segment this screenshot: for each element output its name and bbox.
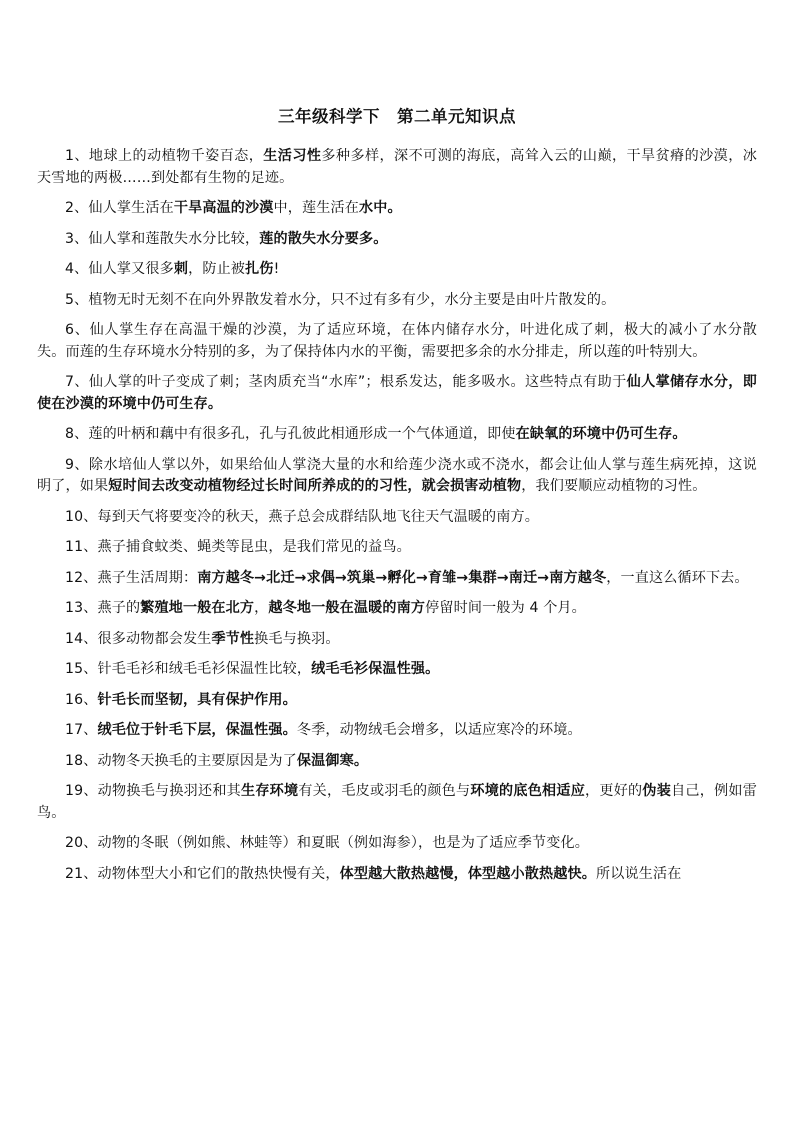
emphasis-text: 刺: [173, 261, 189, 277]
body-text: 冬季，动物绒毛会增多，以适应寒冷的环境。: [296, 722, 582, 738]
body-text: 3、仙人掌和莲散失水分比较，: [65, 230, 260, 247]
knowledge-point-6: [37, 320, 757, 363]
body-text: 12、燕子生活周期：: [65, 569, 198, 586]
body-text: 4、仙人掌又很多: [65, 261, 174, 277]
body-text: 8、莲的叶柄和藕中有很多孔，孔与孔彼此相通形成一个气体通道，即使: [65, 426, 516, 442]
knowledge-point-21: [37, 864, 757, 886]
emphasis-text: 针毛长而坚韧，具有保护作用。: [97, 691, 297, 708]
emphasis-text: 莲的散失水分要多。: [259, 230, 388, 247]
emphasis-text: 繁殖地一般在北方: [140, 600, 255, 616]
body-text: 11、燕子捕食蚊类、蝇类等昆虫，是我们常见的益鸟。: [65, 539, 411, 555]
knowledge-point-4: [37, 259, 757, 281]
knowledge-point-1: [37, 146, 757, 189]
body-text: 多种多样，深不可测的海底，高耸入云的山巅，干旱贫瘠的沙漠，冰天雪地的两极……到处都有生物的足迹。: [37, 148, 757, 186]
body-text: 停留时间一般为 4 个月。: [425, 600, 586, 616]
body-text: 13、燕子的: [65, 600, 141, 616]
body-text: ，防止被: [188, 261, 246, 277]
emphasis-text: 短时间去改变动植物经过长时间所养成的的习性，就会损害动植物: [108, 478, 522, 494]
knowledge-point-12: [37, 568, 757, 590]
emphasis-text: 生活习性: [263, 148, 322, 164]
emphasis-text: 越冬地一般在温暖的南方: [268, 600, 426, 616]
body-text: !: [273, 261, 280, 277]
body-text: 换毛与换羽。: [254, 630, 340, 647]
body-text: 21、动物体型大小和它们的散热快慢有关，: [65, 865, 340, 882]
emphasis-text: 伪装: [642, 783, 672, 799]
body-text: ，一直这么循环下去。: [606, 569, 749, 586]
emphasis-text: 干旱高温的沙漠: [173, 200, 274, 216]
knowledge-point-19: [37, 781, 757, 824]
emphasis-text: 季节性: [211, 630, 255, 647]
body-text: ，更好的: [585, 783, 643, 799]
emphasis-text: 绒毛毛衫保温性强。: [311, 661, 440, 677]
emphasis-text: 扎伤: [245, 261, 274, 277]
knowledge-point-14: [37, 629, 757, 651]
emphasis-text: 在缺氧的环境中仍可生存。: [515, 426, 687, 442]
knowledge-point-15: [37, 659, 757, 681]
body-text: 7、仙人掌的叶子变成了刺；茎肉质充当“水库”；根系发达，能多吸水。这些特点有助于: [65, 374, 627, 390]
body-text: 20、动物的冬眠（例如熊、林蛙等）和夏眠（例如海参），也是为了适应季节变化。: [65, 835, 589, 851]
emphasis-text: 保温御寒。: [296, 752, 369, 769]
emphasis-text: 环境的底色相适应: [470, 783, 586, 799]
body-text: 有关，毛皮或羽毛的颜色与: [298, 783, 471, 799]
body-text: 16、: [65, 691, 98, 708]
knowledge-point-16: [37, 690, 757, 712]
emphasis-text: 南方越冬→北迁→求偶→筑巢→孵化→育雏→集群→南迁→南方越冬: [197, 569, 607, 586]
emphasis-text: 绒毛位于针毛下层，保温性强。: [97, 722, 297, 738]
knowledge-point-18: [37, 751, 757, 773]
knowledge-point-3: [37, 229, 757, 251]
knowledge-point-5: [37, 290, 757, 312]
body-text: ，我们要顺应动植物的习性。: [521, 478, 707, 494]
document-title: 三年级科学下 第二单元知识点: [278, 107, 516, 126]
emphasis-text: 水中。: [359, 200, 402, 216]
body-text: 自己，例如雷鸟。: [37, 783, 757, 821]
body-text: 2、仙人掌生活在: [65, 200, 174, 216]
body-text: 9、除水培仙人掌以外，如果给仙人掌浇大量的水和给莲少浇水或不浇水，都会让仙人掌与莲生病死掉，这说明了，如果: [37, 456, 757, 494]
body-text: 18、动物冬天换毛的主要原因是为了: [65, 752, 297, 769]
body-text: 10、每到天气将要变冷的秋天，燕子总会成群结队地飞往天气温暖的南方。: [65, 508, 540, 525]
body-text: ，: [254, 600, 269, 616]
knowledge-point-13: [37, 598, 757, 620]
body-text: 5、植物无时无刻不在向外界散发着水分，只不过有多有少，水分主要是由叶片散发的。: [65, 291, 616, 308]
document-body: [37, 146, 757, 894]
knowledge-point-17: [37, 720, 757, 742]
body-text: 17、: [65, 722, 98, 738]
knowledge-point-11: [37, 537, 757, 559]
emphasis-text: 生存环境: [241, 783, 299, 799]
knowledge-point-7: [37, 372, 757, 415]
emphasis-text: 体型越大散热越慢，体型越小散热越快。: [339, 865, 597, 882]
body-text: 中，莲生活在: [273, 200, 360, 216]
body-text: 1、地球上的动植物千姿百态，: [65, 148, 264, 164]
knowledge-point-10: [37, 507, 757, 529]
knowledge-point-20: [37, 833, 757, 855]
emphasis-text: 仙人掌储存水分，即使在沙漠的环境中仍可生存。: [37, 374, 757, 412]
body-text: 所以说生活在: [596, 865, 682, 882]
body-text: 19、动物换毛与换羽还和其: [65, 783, 241, 799]
body-text: 15、针毛毛衫和绒毛毛衫保温性比较，: [65, 661, 312, 677]
knowledge-point-2: [37, 198, 757, 220]
knowledge-point-8: [37, 424, 757, 446]
body-text: 14、很多动物都会发生: [65, 630, 212, 647]
body-text: 6、仙人掌生存在高温干燥的沙漠，为了适应环境，在体内储存水分，叶进化成了刺，极大的减小了水分散失。而莲的生存环境水分特别的多，为了保持体内水的平衡，需要把多余的水分排走，所以莲的叶特别大。: [37, 322, 757, 360]
knowledge-point-9: [37, 455, 757, 498]
